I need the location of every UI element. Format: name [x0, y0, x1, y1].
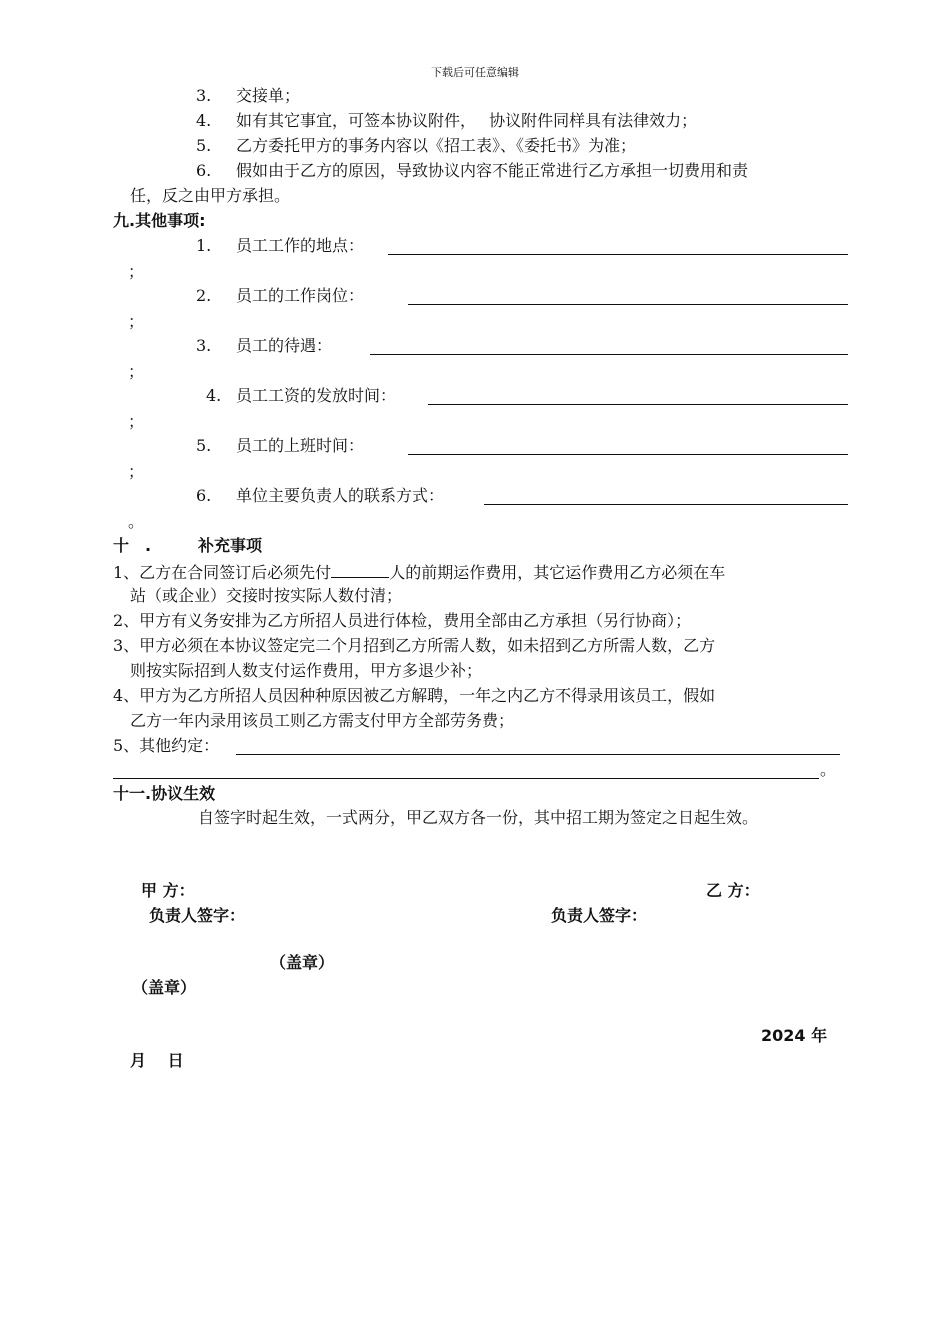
field-label-benefits: 员工的待遇：	[236, 336, 333, 355]
section-heading-11: 十一.协议生效	[113, 784, 216, 803]
list-item-num: 5.	[196, 136, 212, 155]
field-label-work-location: 员工工作的地点：	[236, 236, 365, 255]
field-num: 5.	[196, 436, 212, 455]
clause-1-text-b: 人的前期运作费用，其它运作费用乙方必须在车	[389, 563, 726, 582]
effective-clause: 自签字时起生效，一式两分，甲乙双方各一份，其中招工期为签定之日起生效。	[198, 808, 759, 827]
date-year: 2024 年	[761, 1026, 828, 1045]
party-a-label: 甲 方：	[141, 881, 195, 900]
party-b-label: 乙 方：	[706, 881, 760, 900]
clause-5: 5、其他约定：	[113, 736, 220, 755]
field-num: 2.	[196, 286, 212, 305]
blank-line-work-location[interactable]	[388, 254, 848, 255]
clause-3: 3、甲方必须在本协议签定完二个月招到乙方所需人数，如未招到乙方所需人数，乙方	[113, 636, 716, 655]
section-heading-10: 补充事项	[198, 536, 263, 555]
seal-label-a: （盖章）	[132, 978, 197, 997]
field-end-punct: ；	[128, 362, 145, 381]
blank-line-headcount[interactable]	[331, 561, 389, 578]
clause-2: 2、甲方有义务安排为乙方所招人员进行体检，费用全部由乙方承担（另行协商）；	[113, 611, 692, 630]
list-item-num: 4.	[196, 111, 212, 130]
field-end-punct: ；	[128, 412, 145, 431]
clause-1-text-a: 1、乙方在合同签订后必须先付	[113, 563, 332, 582]
blank-line-other-terms-2[interactable]	[113, 778, 819, 779]
section-heading-9: 九.其他事项:	[113, 211, 206, 230]
field-end-punct: ；	[128, 262, 145, 281]
clause-1-continuation: 站（或企业）交接时按实际人数付清；	[130, 586, 403, 605]
blank-line-contact[interactable]	[484, 504, 848, 505]
party-b-signature-label: 负责人签字：	[551, 906, 648, 925]
blank-line-position[interactable]	[408, 304, 848, 305]
page-header-note: 下载后可任意编辑	[431, 66, 519, 79]
field-label-pay-date: 员工工资的发放时间：	[236, 386, 397, 405]
clause-5-end-punct: 。	[820, 760, 837, 779]
blank-line-benefits[interactable]	[370, 354, 848, 355]
clause-4-continuation: 乙方一年内录用该员工则乙方需支付甲方全部劳务费；	[130, 711, 515, 730]
clause-1	[113, 561, 725, 583]
field-end-punct: 。	[128, 512, 145, 531]
section-num-10: 十 .	[113, 536, 152, 555]
blank-line-pay-date[interactable]	[428, 404, 848, 405]
field-label-position: 员工的工作岗位：	[236, 286, 365, 305]
blank-line-other-terms-1[interactable]	[236, 754, 840, 755]
list-item-num: 3.	[196, 86, 212, 105]
clause-3-continuation: 则按实际招到人数支付运作费用，甲方多退少补；	[130, 661, 483, 680]
field-label-work-hours: 员工的上班时间：	[236, 436, 365, 455]
field-end-punct: ；	[128, 312, 145, 331]
clause-4: 4、甲方为乙方所招人员因种种原因被乙方解聘，一年之内乙方不得录用该员工，假如	[113, 686, 716, 705]
field-label-contact: 单位主要负责人的联系方式：	[236, 486, 445, 505]
field-end-punct: ；	[128, 462, 145, 481]
field-num: 6.	[196, 486, 212, 505]
list-item-text: 假如由于乙方的原因，导致协议内容不能正常进行乙方承担一切费用和责	[236, 161, 749, 180]
list-item-continuation: 任，反之由甲方承担。	[130, 186, 291, 205]
field-num: 4.	[206, 386, 222, 405]
seal-label-b: （盖章）	[270, 953, 335, 972]
date-month-day: 月 日	[130, 1051, 184, 1070]
party-a-signature-label: 负责人签字：	[149, 906, 246, 925]
list-item-text: 如有其它事宜，可签本协议附件， 协议附件同样具有法律效力；	[236, 111, 698, 130]
list-item-num: 6.	[196, 161, 212, 180]
field-num: 3.	[196, 336, 212, 355]
list-item-text: 乙方委托甲方的事务内容以《招工表》、《委托书》为准；	[236, 136, 637, 155]
list-item-text: 交接单；	[236, 86, 301, 105]
blank-line-work-hours[interactable]	[408, 454, 848, 455]
field-num: 1.	[196, 236, 212, 255]
